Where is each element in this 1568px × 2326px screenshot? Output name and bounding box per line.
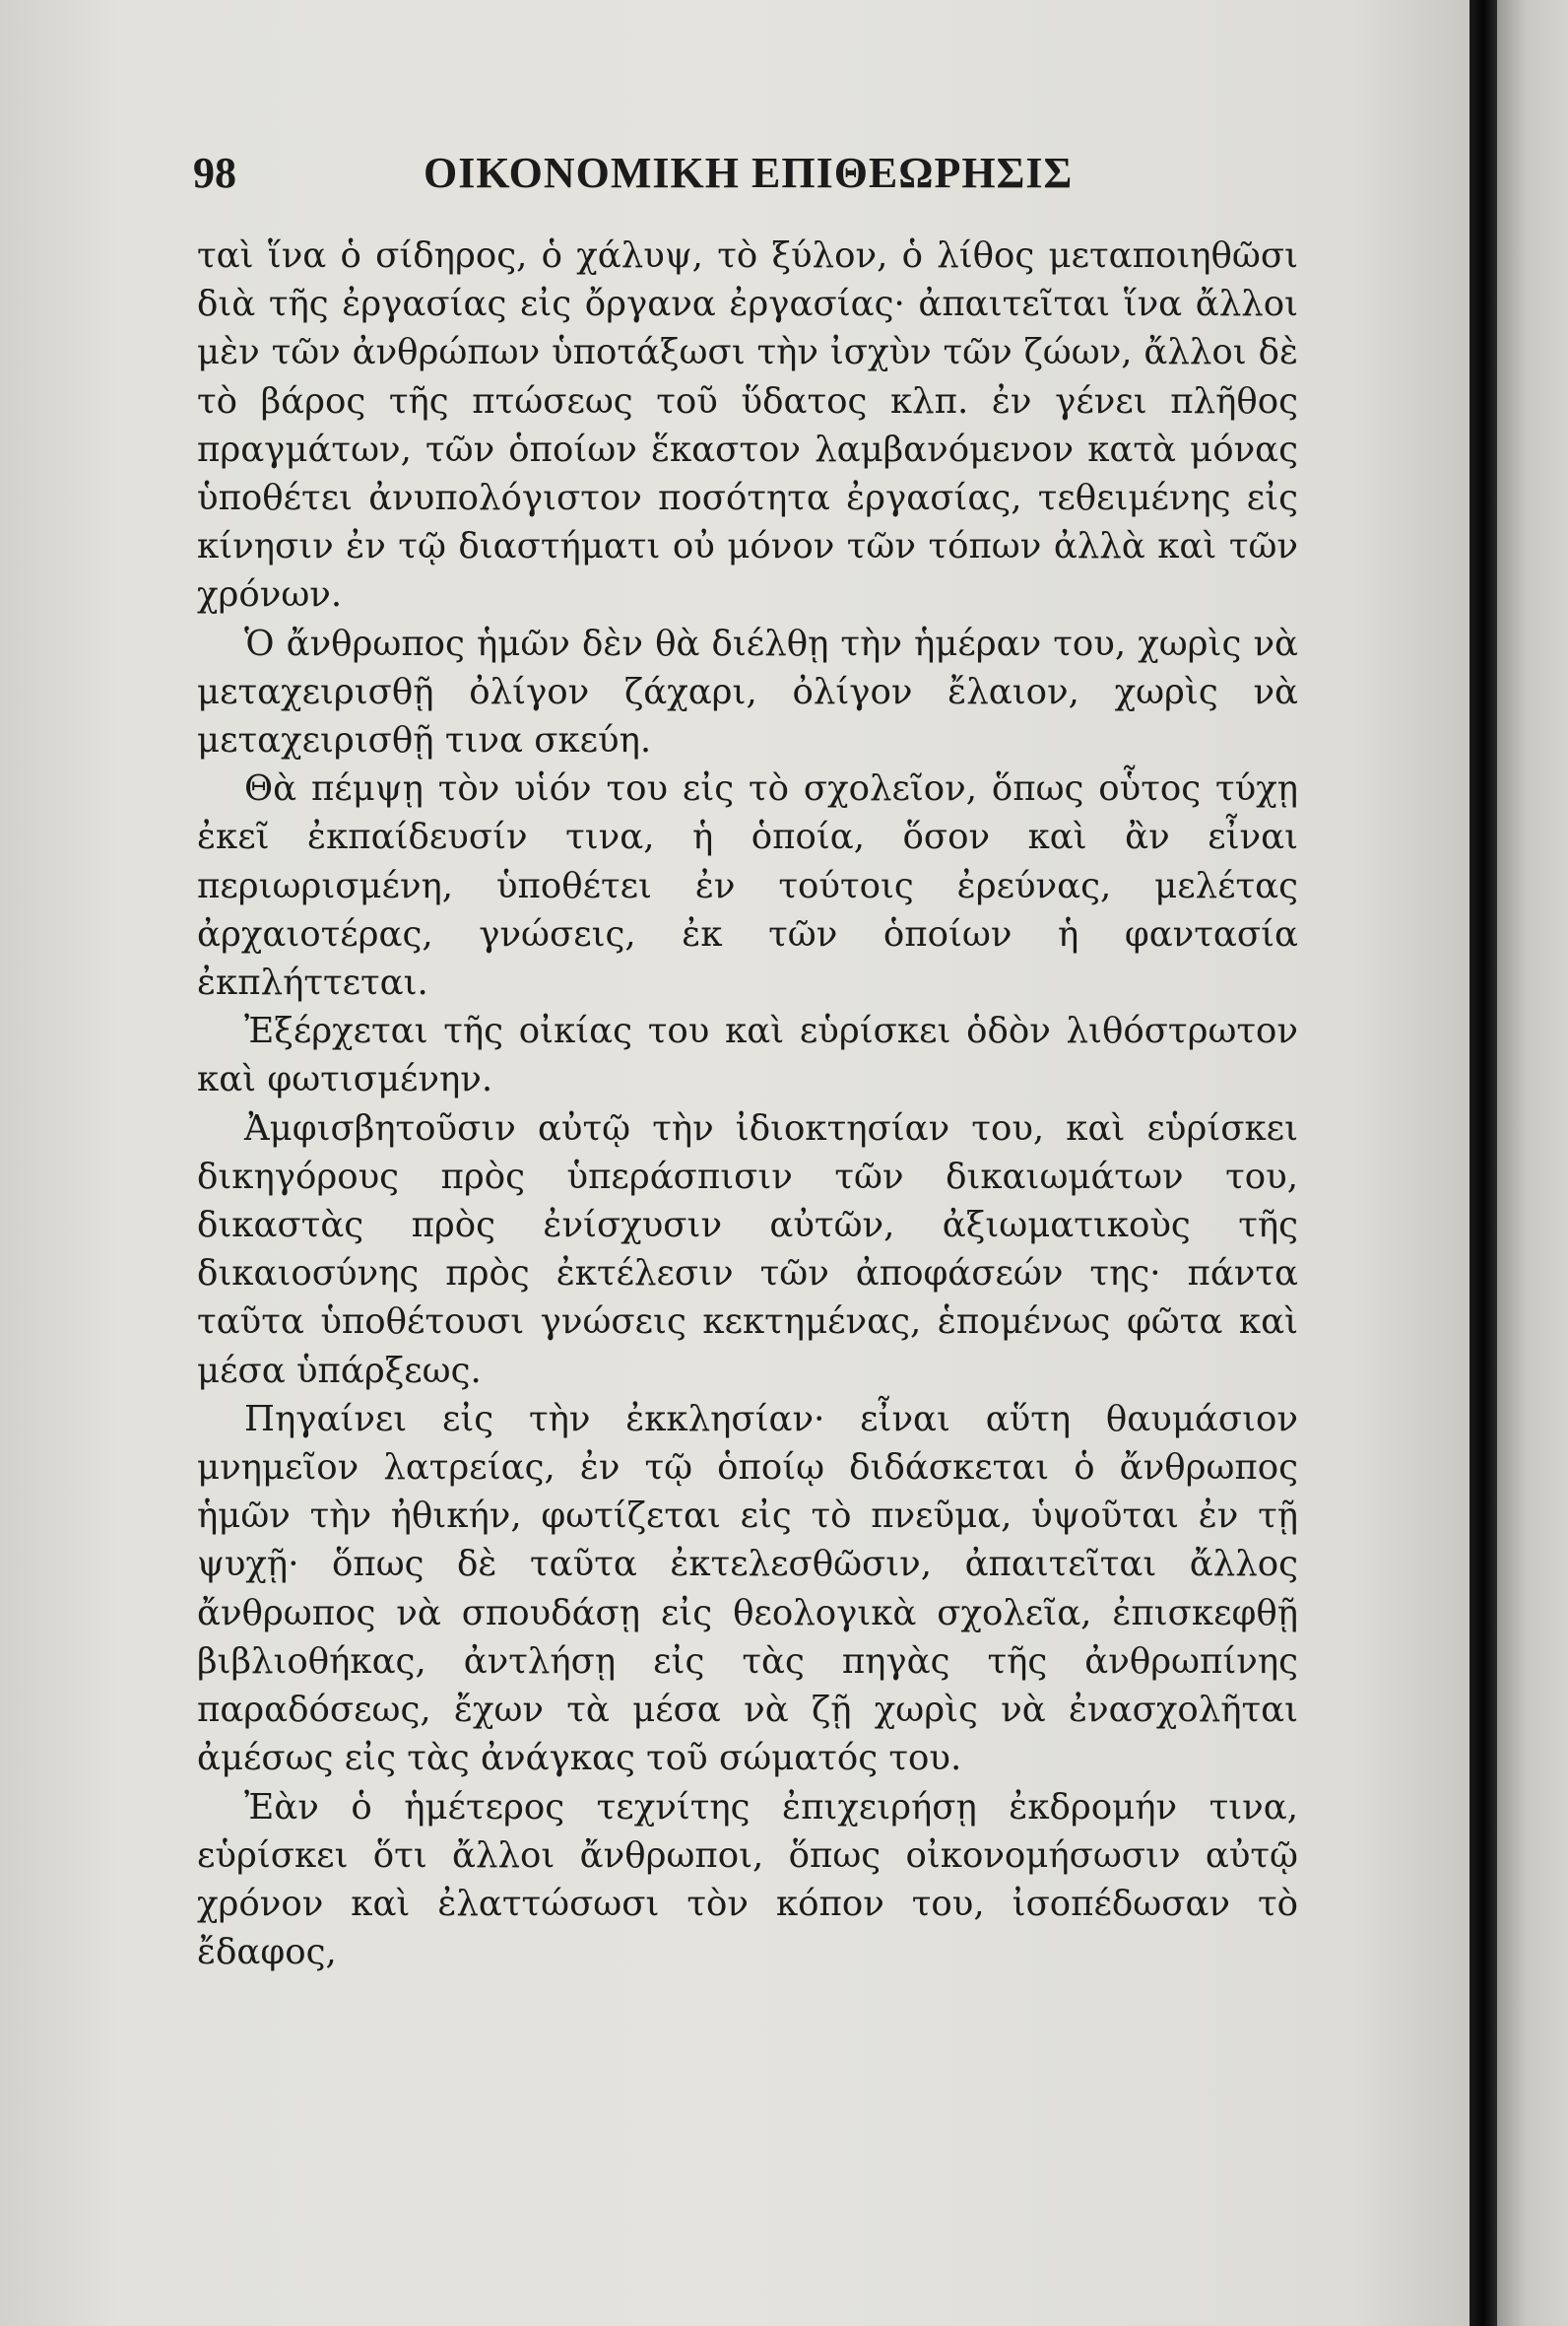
body-text: [197, 232, 1298, 1976]
paragraph: Ὁ ἄνθρωπος ἡμῶν δὲν θὰ διέλθῃ τὴν ἡμέραν του, χωρὶς νὰ μεταχειρισθῇ ὀλίγον ζάχαρι, ὀλίγον ἔλαιον, χωρὶς νὰ μεταχειρισθῇ τινα σκεύη.: [197, 623, 1298, 762]
paragraph: Ἀμφισβητοῦσιν αὐτῷ τὴν ἰδιοκτησίαν του, καὶ εὑρίσκει δικηγόρους πρὸς ὑπεράσπισιν τῶν δικαιωμάτων του, δικαστὰς πρὸς ἐνίσχυσιν αὐτῶν, ἀξιωματικοὺς τῆς δικαιοσύνης πρὸς ἐκτέλεσιν τῶν ἀποφάσεών της· πάντα ταῦτα ὑποθέτουσι γνώσεις κεκτημένας, ἑπομένως φῶτα καὶ μέσα ὑπάρξεως.: [197, 1107, 1298, 1391]
paragraph-continued: ταὶ ἵνα ὁ σίδηρος, ὁ χάλυψ, τὸ ξύλον, ὁ λίθος μεταποιηθῶσι διὰ τῆς ἐργασίας εἰς ὄργανα ἐργασίας· ἀπαιτεῖται ἵνα ἄλλοι μὲν τῶν ἀνθρώπων ὑποτάξωσι τὴν ἰσχὺν τῶν ζώων, ἄλλοι δὲ τὸ βάρος τῆς πτώσεως τοῦ ὕδατος κλπ. ἐν γένει πλῆθος πραγμάτων, τῶν ὁποίων ἕκαστον λαμβανόμενον κατὰ μόνας ὑποθέτει ἀνυπολόγιστον ποσότητα ἐργασίας, τεθειμένης εἰς κίνησιν ἐν τῷ διαστήματι οὐ μόνον τῶν τόπων ἀλλὰ καὶ τῶν χρόνων.: [197, 235, 1298, 616]
paragraph: Θὰ πέμψῃ τὸν υἱόν του εἰς τὸ σχολεῖον, ὅπως οὗτος τύχῃ ἐκεῖ ἐκπαίδευσίν τινα, ἡ ὁποία, ὅσον καὶ ἂν εἶναι περιωρισμένη, ὑποθέτει ἐν τούτοις ἐρεύνας, μελέτας ἀρχαιοτέρας, γνώσεις, ἐκ τῶν ὁποίων ἡ φαντασία ἐκπλήττεται.: [197, 768, 1298, 1004]
page-number: 98: [193, 149, 236, 197]
facing-page-edge: [1497, 0, 1568, 2326]
page-header: [193, 148, 1316, 217]
paragraph: Πηγαίνει εἰς τὴν ἐκκλησίαν· εἶναι αὕτη θαυμάσιον μνημεῖον λατρείας, ἐν τῷ ὁποίῳ διδάσκεται ὁ ἄνθρωπος ἡμῶν τὴν ἠθικήν, φωτίζεται εἰς τὸ πνεῦμα, ὑψοῦται ἐν τῇ ψυχῇ· ὅπως δὲ ταῦτα ἐκτελεσθῶσιν, ἀπαιτεῖται ἄλλος ἄνθρωπος νὰ σπουδάσῃ εἰς θεολογικὰ σχολεῖα, ἐπισκεφθῇ βιβλιοθήκας, ἀντλήσῃ εἰς τὰς πηγὰς τῆς ἀνθρωπίνης παραδόσεως, ἔχων τὰ μέσα νὰ ζῇ χωρὶς νὰ ἐνασχολῆται ἀμέσως εἰς τὰς ἀνάγκας τοῦ σώματός του.: [197, 1398, 1298, 1779]
paragraph: Ἐὰν ὁ ἡμέτερος τεχνίτης ἐπιχειρήσῃ ἐκδρομήν τινα, εὑρίσκει ὅτι ἄλλοι ἄνθρωποι, ὅπως οἰκονομήσωσιν αὐτῷ χρόνον καὶ ἐλαττώσωσι τὸν κόπον του, ἰσοπέδωσαν τὸ ἔδαφος,: [197, 1786, 1298, 1973]
book-gutter: [1470, 0, 1497, 2326]
paragraph: Ἐξέρχεται τῆς οἰκίας του καὶ εὑρίσκει ὁδὸν λιθόστρωτον καὶ φωτισμένην.: [197, 1011, 1298, 1100]
running-head: ΟΙΚΟΝΟΜΙΚΗ ΕΠΙΘΕΩΡΗΣΙΣ: [424, 149, 1074, 197]
